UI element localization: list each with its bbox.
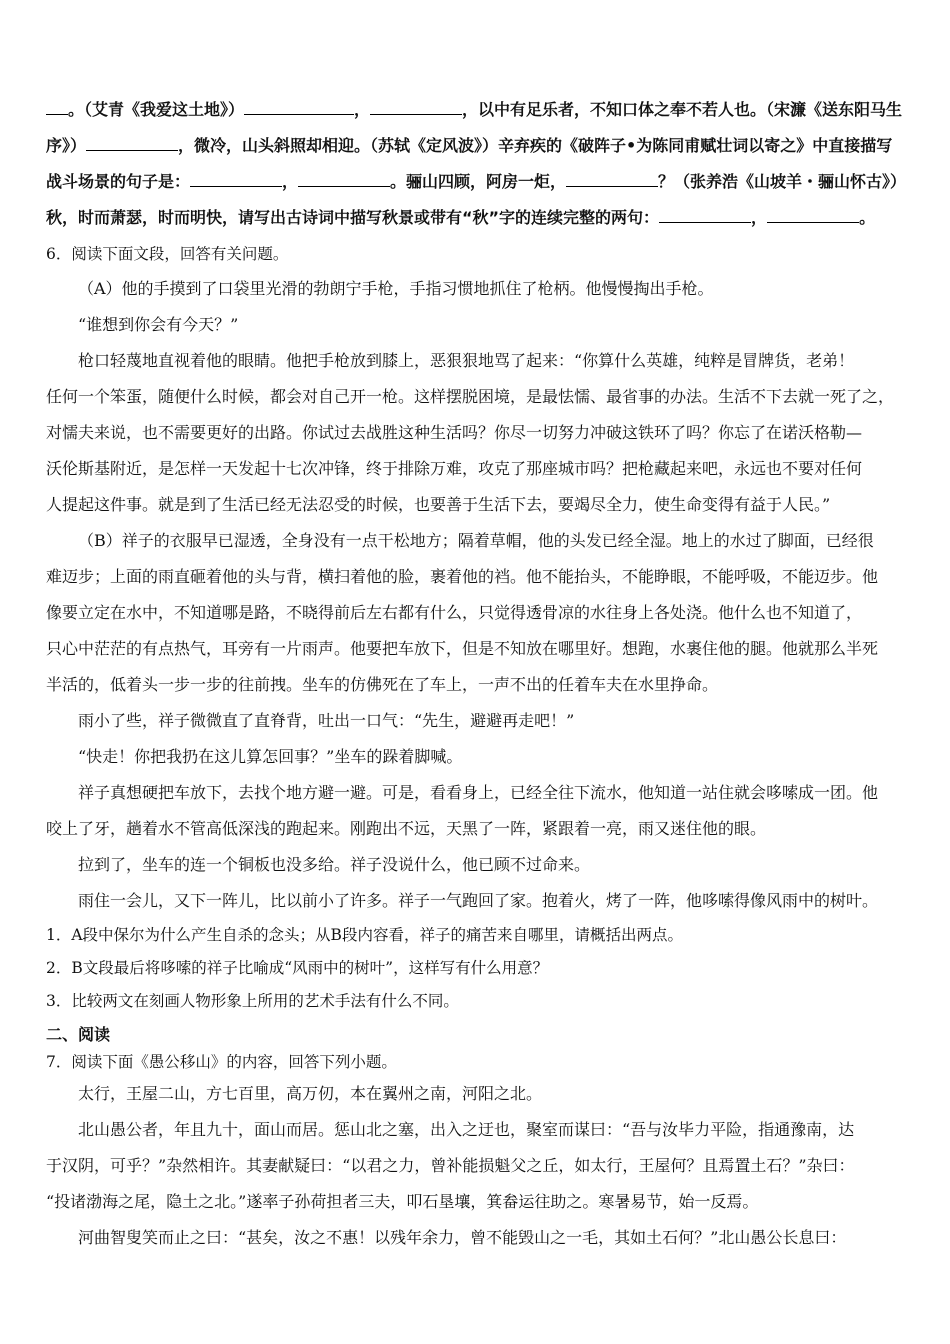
passage-line: 河曲智叟笑而止之曰：“甚矣，汝之不惠！以残年余力，曾不能毁山之一毛，其如土石何？”北山愚公长息曰： bbox=[78, 1228, 847, 1247]
passage-line: 任何一个笨蛋，随便什么时候，都会对自己开一枪。这样摆脱困境，是最怯懦、最省事的办法。生活不下去就一死了之， bbox=[46, 387, 895, 406]
passage-a bbox=[46, 271, 912, 523]
passage-line: 只心中茫茫的有点热气，耳旁有一片雨声。他要把车放下，但是不知放在哪里好。想跑，水裹住他的腿。他就那么半死 bbox=[46, 639, 879, 658]
fill-text: 战斗场景的句子是： bbox=[46, 172, 191, 191]
blank bbox=[244, 98, 354, 115]
section-heading: 二、阅读 bbox=[46, 1025, 111, 1044]
question-list bbox=[46, 919, 912, 1018]
fill-text: ，以中有足乐者，不知口体之奉不若人也。（宋濂《送东阳马生 bbox=[462, 100, 903, 119]
blank bbox=[86, 134, 178, 151]
passage-line: 像要立定在水中，不知道哪是路，不晓得前后左右都有什么，只觉得透骨凉的水往身上各处浇。他什么也不知道了， bbox=[46, 603, 863, 622]
passage-line: 人提起这件事。就是到了生活已经无法忍受的时候，也要善于生活下去，要竭尽全力，使生命变得有益于人民。” bbox=[46, 495, 831, 514]
passage-line: 北山愚公者，年且九十，面山而居。惩山北之塞，出入之迂也，聚室而谋曰：“吾与汝毕力平险，指通豫南，达 bbox=[78, 1120, 855, 1139]
blank bbox=[370, 98, 462, 115]
passage-line: 太行，王屋二山，方七百里，高万仞，本在翼州之南，河阳之北。 bbox=[78, 1084, 543, 1103]
sub-question: 1．A段中保尔为什么产生自杀的念头；从B段内容看，祥子的痛苦来自哪里，请概括出两点。 bbox=[46, 926, 683, 944]
passage-line: 枪口轻蔑地直视着他的眼睛。他把手枪放到膝上，恶狠狠地骂了起来：“你算什么英雄，纯粹是冒牌货，老弟！ bbox=[78, 351, 855, 370]
passage-line: （A）他的手摸到了口袋里光滑的勃朗宁手枪，手指习惯地抓住了枪柄。他慢慢掏出手枪。 bbox=[78, 279, 714, 298]
fill-text: 。（艾青《我爱这土地》） bbox=[68, 100, 245, 119]
fill-text: 。骊山四顾，阿房一炬， bbox=[390, 172, 567, 191]
passage-line: （B）祥子的衣服早已湿透，全身没有一点干松地方；隔着草帽，他的头发已经全湿。地上的水过了脚面，已经很 bbox=[78, 531, 874, 550]
passage-line: 对懦夫来说，也不需要更好的出路。你试过去战胜这种生活吗？你尽一切努力冲破这铁环了吗？你忘了在诺沃格勒— bbox=[46, 423, 863, 442]
fill-text: ？（张养浩《山坡羊・骊山怀古》） bbox=[658, 172, 907, 191]
passage-line: 拉到了，坐车的连一个铜板也没多给。祥子没说什么，他已顾不过命来。 bbox=[78, 855, 591, 874]
passage-line: 祥子真想硬把车放下，去找个地方避一避。可是，看看身上，已经全往下流水，他知道一站住就会哆嗦成一团。他 bbox=[78, 783, 879, 802]
fill-text: 序》） bbox=[46, 136, 87, 155]
passage-line: “投诸渤海之尾，隐土之北。”遂率子孙荷担者三夫，叩石垦壤，箕畚运往助之。寒暑易节，始一反焉。 bbox=[46, 1192, 759, 1211]
question-6-title: 6．阅读下面文段，回答有关问题。 bbox=[46, 245, 289, 263]
passage-b bbox=[46, 523, 912, 919]
fill-in-blanks bbox=[46, 92, 912, 236]
fill-line-2 bbox=[46, 128, 912, 164]
fill-text: 。 bbox=[859, 208, 876, 227]
fill-line-4 bbox=[46, 200, 912, 236]
passage-line: 雨住一会儿，又下一阵儿，比以前小了许多。祥子一气跑回了家。抱着火，烤了一阵，他哆嗦得像风雨中的树叶。 bbox=[78, 891, 879, 910]
fill-line-1 bbox=[46, 92, 912, 128]
question-7-title: 7．阅读下面《愚公移山》的内容，回答下列小题。 bbox=[46, 1053, 397, 1071]
fill-text: ， bbox=[751, 208, 768, 227]
passage-line: 沃伦斯基附近，是怎样一天发起十七次冲锋，终于排除万难，攻克了那座城市吗？把枪藏起来吧，永远也不要对任何 bbox=[46, 459, 863, 478]
passage-line: 雨小了些，祥子微微直了直脊背，吐出一口气：“先生，避避再走吧！” bbox=[78, 711, 575, 730]
blank bbox=[190, 170, 282, 187]
sub-question: 3．比较两文在刻画人物形象上所用的艺术手法有什么不同。 bbox=[46, 992, 459, 1010]
blank bbox=[659, 206, 751, 223]
fill-line-3 bbox=[46, 164, 912, 200]
blank bbox=[566, 170, 658, 187]
passage-line: 难迈步；上面的雨直砸着他的头与背，横扫着他的脸，裹着他的裆。他不能抬头，不能睁眼，不能呼吸，不能迈步。他 bbox=[46, 567, 879, 586]
passage-yugong bbox=[46, 1076, 912, 1256]
fill-text: ， bbox=[354, 100, 371, 119]
passage-line: 于汉阴，可乎？”杂然相许。其妻献疑曰：“以君之力，曾补能损魁父之丘，如太行，王屋何？且焉置土石？”杂曰： bbox=[46, 1156, 855, 1175]
blank bbox=[767, 206, 859, 223]
blank bbox=[46, 98, 68, 115]
fill-text: 秋，时而萧瑟，时而明快，请写出古诗词中描写秋景或带有“秋”字的连续完整的两句： bbox=[46, 208, 660, 227]
passage-line: 半活的，低着头一步一步的往前拽。坐车的仿佛死在了车上，一声不出的任着车夫在水里挣命。 bbox=[46, 675, 719, 694]
passage-line: “谁想到你会有今天？” bbox=[78, 315, 239, 334]
blank bbox=[298, 170, 390, 187]
fill-text: ， bbox=[282, 172, 299, 191]
passage-line: 咬上了牙，趟着水不管高低深浅的跑起来。刚跑出不远，天黑了一阵，紧跟着一亮，雨又迷住他的眼。 bbox=[46, 819, 767, 838]
passage-line: “快走！你把我扔在这儿算怎回事？”坐车的跺着脚喊。 bbox=[78, 747, 463, 766]
sub-question: 2．B文段最后将哆嗦的祥子比喻成“风雨中的树叶”，这样写有什么用意？ bbox=[46, 959, 549, 977]
fill-text: ，微冷，山头斜照却相迎。（苏轼《定风波》）辛弃疾的《破阵子•为陈同甫赋壮词以寄之》中直接描写 bbox=[178, 136, 893, 155]
